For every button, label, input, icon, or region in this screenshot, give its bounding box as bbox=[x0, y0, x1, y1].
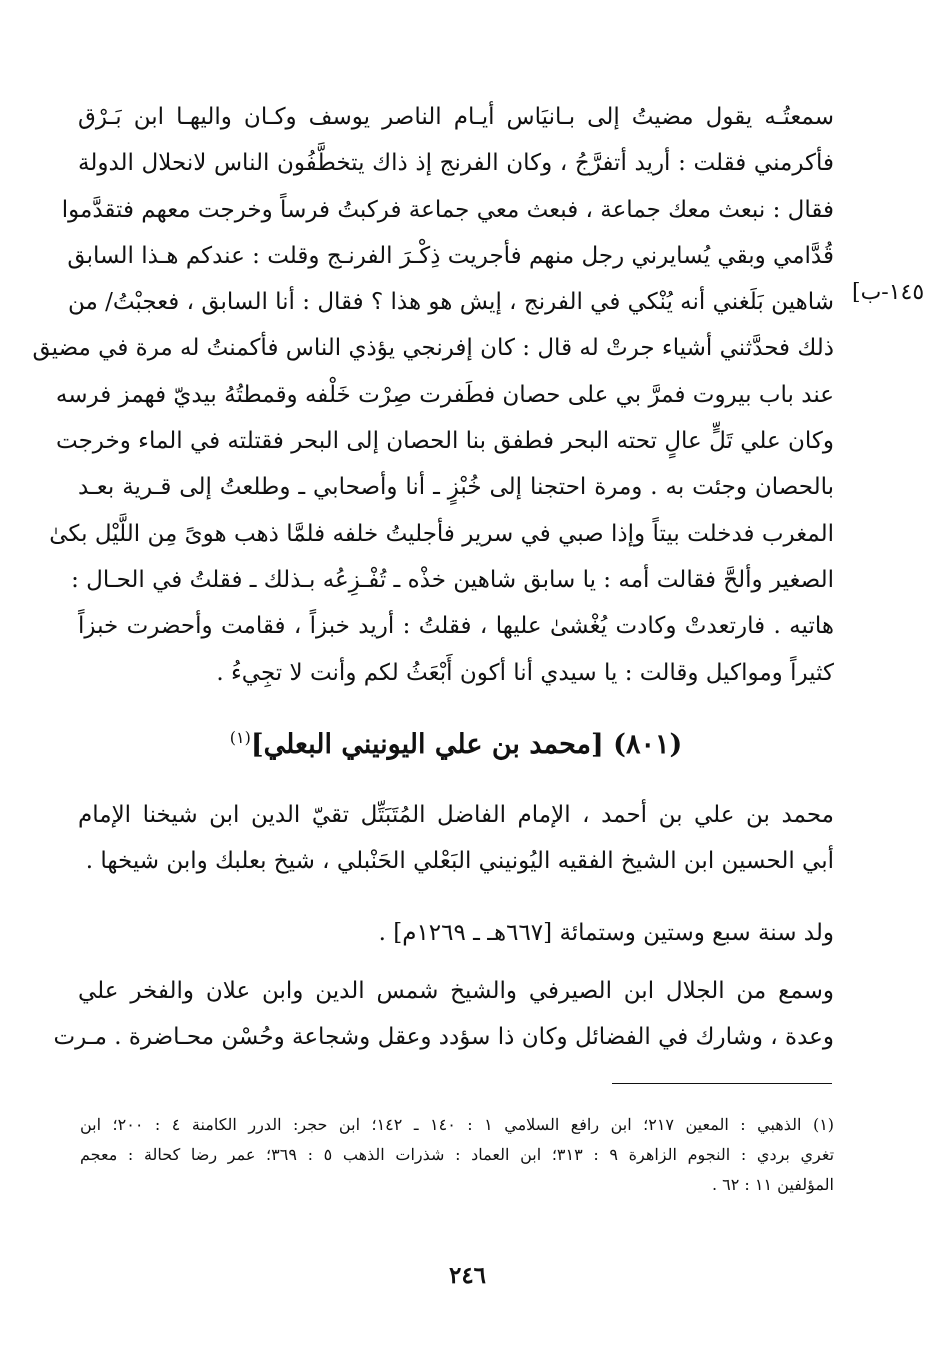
text-line: وعدة ، وشارك في الفضائل وكان ذا سؤدد وعقل وشجاعة وحُسْن محـاضرة . مـرت bbox=[53, 1024, 834, 1051]
text-line: ولد سنة سبع وستين وستمائة [٦٦٧هـ ـ ١٢٦٩م] . bbox=[378, 920, 834, 946]
entry-title: (٨٠١) [محمد بن علي اليونيني البعلي] bbox=[250, 729, 683, 760]
manuscript-folio-marker: ١٤٥-ب] bbox=[852, 280, 925, 305]
text-line: الصغير وألحَّ فقالت أمه : يا سابق شاهين خذْه ـ تُفْـزِعُه بـذلك ـ فقلتُ في الحـال : bbox=[71, 566, 834, 593]
text-line: كثيراً ومواكيل وقالت : يا سيدي أنا أكون أَبْعَثُ لكم وأنت لا تجِيءُ . bbox=[216, 659, 834, 686]
text-line: وسمع من الجلال ابن الصيرفي والشيخ شمس الدين وابن علان والفخر علي bbox=[78, 978, 834, 1004]
text-line: محمد بن علي بن أحمد ، الإمام الفاضل المُتَبَتِّل تقيّ الدين ابن شيخنا الإمام bbox=[78, 802, 834, 828]
footnote bbox=[80, 1110, 834, 1200]
footnote-line: المؤلفين ١١ : ٦٢ . bbox=[711, 1175, 834, 1194]
text-line: قُدَّامي وبقي يُسايرني رجل منهم فأجريت ذِكْـرَ الفرنـج وقلت : عندكم هـذا السابق bbox=[67, 242, 834, 269]
entry-paragraph-2 bbox=[78, 910, 834, 956]
text-line: فأكرمني فقلت : أريد أتفرَّجُ ، وكان الفرنج إذ ذاك يتخطَّفُون الناس لانحلال الدولة bbox=[78, 150, 834, 177]
entry-paragraph-3 bbox=[53, 968, 834, 1061]
entry-heading bbox=[78, 728, 834, 760]
footnote-line: (١) الذهبي : المعين ٢١٧؛ ابن رافع السلامي ١ : ١٤٠ ـ ١٤٢؛ ابن حجر: الدرر الكامنة ٤ : ٢٠٠؛ ابن bbox=[80, 1115, 835, 1134]
footnote-line: تغري بردي : النجوم الزاهرة ٩ : ٣١٣؛ ابن العماد : شذرات الذهب ٥ : ٣٦٩؛ عمر رضا كحالة : معجم bbox=[80, 1145, 835, 1164]
footnote-reference: (١) bbox=[229, 728, 251, 747]
text-line: ذلك فحدَّثني أشياء جرتْ له قال : كان إفرنجي يؤذي الناس فأكمنتُ له مرة في مضيق bbox=[32, 335, 834, 362]
text-line: بالحصان وجئت به . ومرة احتجنا إلى خُبْزٍ ـ أنا وأصحابي ـ وطلعتُ إلى قـرية بعـد bbox=[78, 474, 834, 501]
text-line: أبي الحسين ابن الشيخ الفقيه اليُونيني البَعْلي الحَنْبلي ، شيخ بعلبك وابن شيخها . bbox=[85, 848, 834, 875]
text-line: هاتيه . فارتعدتْ وكادت يُغْشىٰ عليها ، فقلتُ : أريد خبزاً ، فقامت وأحضرت خبزاً bbox=[78, 613, 834, 640]
text-line: عند باب بيروت فمرَّ بي على حصان فطَفرت صِرْت خَلْفه وقمطتُهُ بيديّ فهمز فرسه bbox=[55, 381, 834, 408]
text-line: شاهين بَلَغني أنه يُنْكي في الفرنج ، إيش هو هذا ؟ فقال : أنا السابق ، فعجبْتُ/ من bbox=[67, 289, 834, 316]
text-line: وكان علي تَلٍّ عالٍ تحته البحر فطفق بنا الحصان إلى البحر فقتلته في الماء وخرجت bbox=[56, 428, 834, 455]
narrative-passage bbox=[32, 94, 834, 696]
text-line: المغرب فدخلت بيتاً وإذا صبي في سرير فأجليتُ خلفه فلمَّا ذهب هوىً مِن اللَّيْل بكىٰ bbox=[49, 520, 834, 547]
footnote-separator bbox=[612, 1083, 832, 1084]
page-number: ٢٤٦ bbox=[448, 1262, 487, 1289]
text-line: فقال : نبعث معك جماعة ، فبعث معي جماعة فركبتُ فرساً وخرجت معهم فتقدَّموا bbox=[61, 196, 834, 223]
entry-paragraph-1 bbox=[78, 792, 834, 885]
text-line: سمعتُـه يقول مضيتُ إلى بـانيَاس أيـام الناصر يوسف وكـان واليهـا ابن بَـرْق bbox=[78, 104, 834, 130]
